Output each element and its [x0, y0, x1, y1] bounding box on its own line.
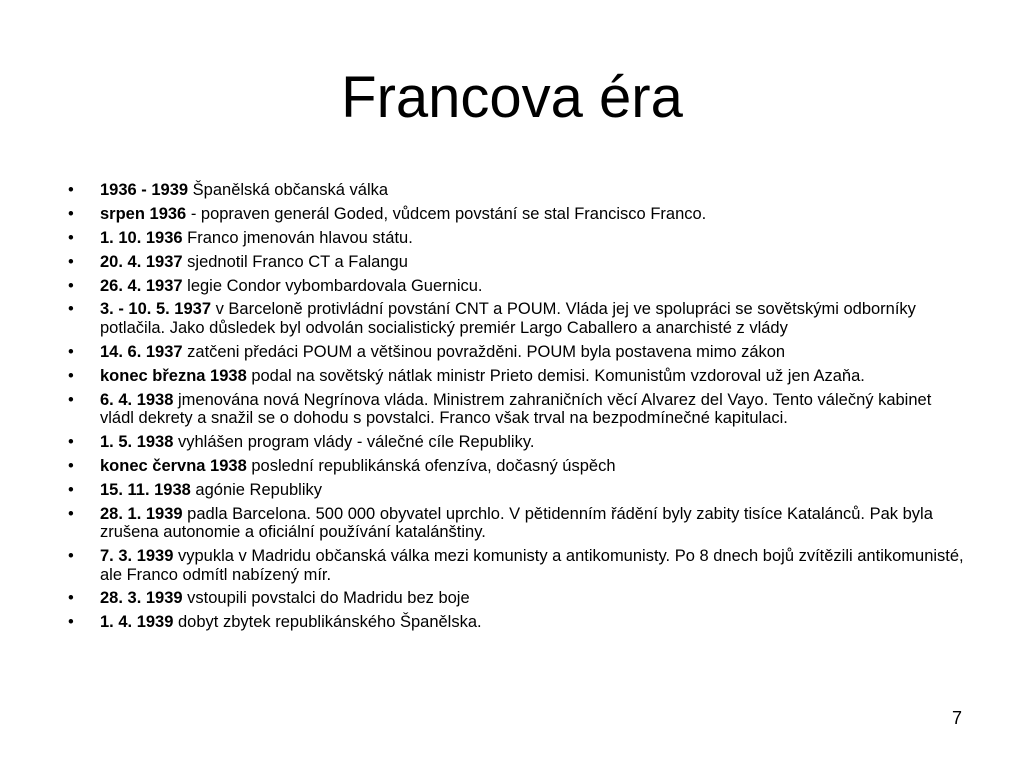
bullet-icon: •	[68, 252, 74, 271]
item-text: vyhlášen program vlády - válečné cíle Republiky.	[173, 433, 535, 452]
item-text: jmenována nová Negrínova vláda. Ministrem zahraničních věcí Alvarez del Vayo. Tento válečný kabinet vládl dekrety a snažil se o dohodu s povstalci. Franco však trval na bezpodmínečné kapitulaci.	[100, 390, 932, 428]
item-date: 1936 - 1939	[100, 181, 189, 199]
item-text: padla Barcelona. 500 000 obyvatel uprchlo. V pětidenním řádění byly zabity tisíce Katalánců. Pak byla zrušena autonomie a oficiální používání katalánštiny.	[100, 504, 933, 542]
item-date: 1. 10. 1936	[100, 228, 183, 247]
list-item	[68, 229, 968, 248]
item-text: podal na sovětský nátlak ministr Prieto demisi. Komunistům vzdoroval už jen Azaňa.	[246, 366, 865, 385]
bullet-icon: •	[68, 480, 74, 499]
bullet-icon: •	[68, 547, 74, 566]
list-item	[68, 613, 968, 632]
item-date: 6. 4. 1938	[100, 390, 174, 409]
item-text: Franco jmenován hlavou státu.	[182, 228, 413, 247]
list-item	[68, 343, 968, 362]
list-item	[68, 481, 968, 500]
bullet-icon: •	[68, 342, 74, 361]
item-date: 14. 6. 1937	[100, 342, 183, 361]
page-number: 7	[951, 708, 962, 728]
bullet-icon: •	[68, 589, 74, 608]
bullet-icon: •	[68, 204, 74, 223]
bullet-icon: •	[68, 390, 74, 409]
list-item	[68, 589, 968, 608]
item-date: srpen 1936	[100, 204, 187, 223]
slide-title: Francova éra	[341, 65, 683, 130]
list-item	[68, 367, 968, 386]
bullet-icon: •	[68, 366, 74, 385]
item-date: 20. 4. 1937	[100, 252, 183, 271]
bullet-icon: •	[68, 504, 74, 523]
item-text: - popraven generál Goded, vůdcem povstání se stal Francisco Franco.	[186, 204, 707, 223]
item-date: 7. 3. 1939	[100, 547, 174, 566]
bullet-icon: •	[68, 300, 74, 319]
bullet-icon: •	[68, 181, 74, 199]
bullet-icon: •	[68, 456, 74, 475]
list-item	[68, 433, 968, 452]
bullet-icon: •	[68, 613, 74, 632]
item-date: 26. 4. 1937	[100, 276, 183, 295]
list-item	[68, 547, 968, 584]
item-date: 1. 5. 1938	[100, 433, 174, 452]
item-date: 28. 1. 1939	[100, 504, 183, 523]
item-text: zatčeni předáci POUM a většinou povražděni. POUM byla postavena mimo zákon	[182, 342, 786, 361]
list-item	[68, 505, 968, 542]
item-text: v Barceloně protivládní povstání CNT a POUM. Vláda jej ve spolupráci se sovětskými odborníky potlačila. Jako důsledek byl odvolán socialistický premiér Largo Caballero a anarchisté z vlády	[100, 300, 916, 337]
list-item	[68, 205, 968, 224]
bullet-icon: •	[68, 228, 74, 247]
item-text: poslední republikánská ofenzíva, dočasný úspěch	[246, 456, 616, 475]
list-item	[68, 457, 968, 476]
item-text: agónie Republiky	[190, 480, 323, 499]
list-item	[68, 391, 968, 428]
list-item	[68, 300, 968, 337]
item-text: Španělská občanská válka	[188, 181, 389, 199]
item-date: 15. 11. 1938	[100, 480, 191, 499]
bullet-icon: •	[68, 276, 74, 295]
item-text: dobyt zbytek republikánského Španělska.	[173, 613, 482, 632]
item-date: konec března 1938	[100, 366, 247, 385]
list-item	[68, 253, 968, 272]
bullet-icon: •	[68, 433, 74, 452]
item-date: konec června 1938	[100, 456, 247, 475]
list-item	[68, 277, 968, 296]
bullet-list	[68, 181, 968, 637]
item-date: 28. 3. 1939	[100, 589, 183, 608]
item-date: 3. - 10. 5. 1937	[100, 300, 211, 319]
item-text: vypukla v Madridu občanská válka mezi komunisty a antikomunisty. Po 8 dnech bojů zvítězili antikomunisté, ale Franco odmítl nabízený mír.	[100, 547, 964, 584]
list-item	[68, 181, 968, 200]
item-text: sjednotil Franco CT a Falangu	[182, 252, 408, 271]
item-text: legie Condor vybombardovala Guernicu.	[182, 276, 483, 295]
item-text: vstoupili povstalci do Madridu bez boje	[182, 589, 470, 608]
item-date: 1. 4. 1939	[100, 613, 174, 632]
